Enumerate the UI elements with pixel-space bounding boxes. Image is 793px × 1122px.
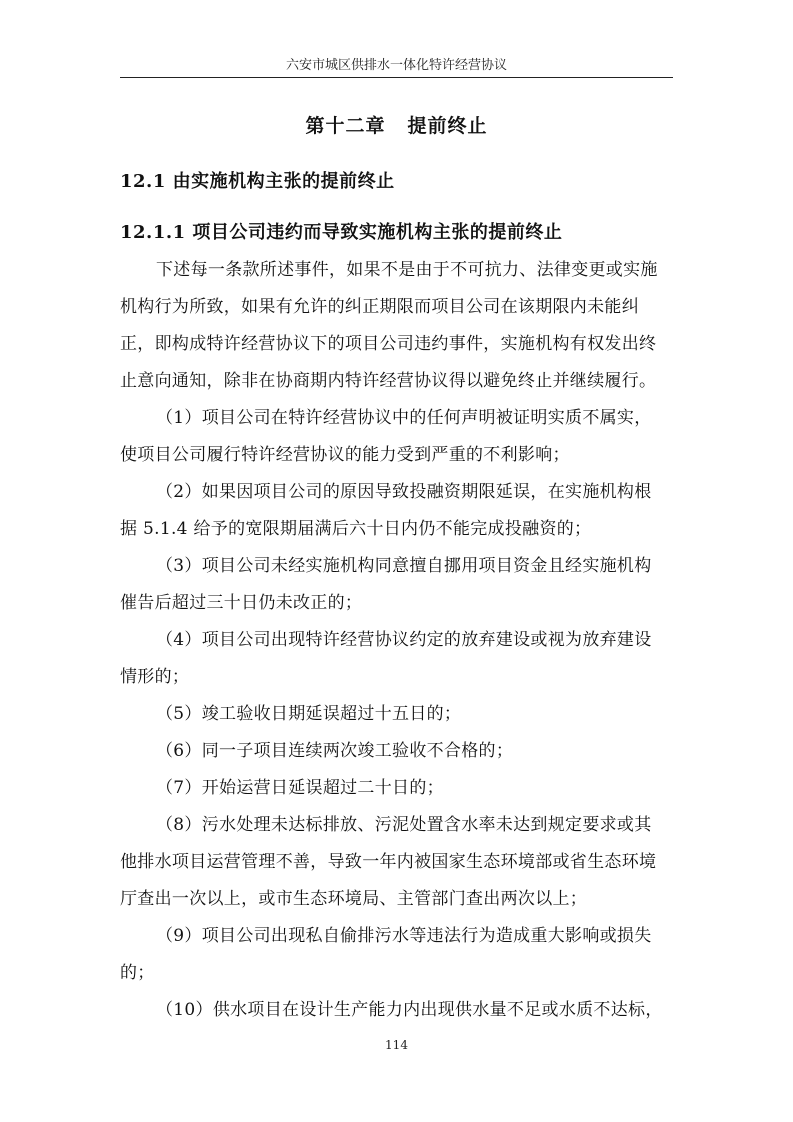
text-line: （10）供水项目在设计生产能力内出现供水量不足或水质不达标，: [156, 1000, 663, 1020]
item-10: [120, 992, 673, 1029]
text-line: （1）项目公司在特许经营协议中的任何声明被证明实质不属实，: [156, 408, 652, 428]
section-heading-12-1-1: 12.1.1 项目公司违约而导致实施机构主张的提前终止: [120, 222, 563, 243]
item-2: [120, 474, 673, 548]
item-9: [120, 918, 673, 992]
text-line: （9）项目公司出现私自偷排污水等违法行为造成重大影响或损失: [156, 926, 652, 946]
item-5: [120, 696, 673, 733]
header-rule: [120, 77, 673, 78]
text-line: 据 5.1.4 给予的宽限期届满后六十日内仍不能完成投融资的；: [120, 519, 592, 539]
text-line: 正，即构成特许经营协议下的项目公司违约事件，实施机构有权发出终: [120, 334, 657, 354]
item-6: [120, 733, 673, 770]
text-line: 下述每一条款所述事件，如果不是由于不可抗力、法律变更或实施: [156, 260, 658, 280]
running-header: 六安市城区供排水一体化特许经营协议: [285, 58, 507, 73]
text-line: 机构行为所致，如果有允许的纠正期限而项目公司在该期限内未能纠: [120, 297, 639, 317]
text-line: （2）如果因项目公司的原因导致投融资期限延误，在实施机构根: [156, 482, 652, 502]
chapter-title: 提前终止: [407, 115, 488, 137]
text-line: （3）项目公司未经实施机构同意擅自挪用项目资金且经实施机构: [156, 556, 652, 576]
text-line: 厅查出一次以上，或市生态环境局、主管部门查出两次以上；: [120, 889, 588, 909]
item-8: [120, 807, 673, 918]
chapter-number: 第十二章: [305, 115, 386, 137]
text-line: 情形的；: [120, 667, 190, 687]
text-line: 使项目公司履行特许经营协议的能力受到严重的不利影响；: [120, 445, 570, 465]
text-line: （7）开始运营日延误超过二十日的；: [156, 778, 444, 798]
item-3: [120, 548, 673, 622]
text-line: （5）竣工验收日期延误超过十五日的；: [156, 704, 462, 724]
text-line: （4）项目公司出现特许经营协议约定的放弃建设或视为放弃建设: [156, 630, 652, 650]
text-line: 的；: [120, 963, 155, 983]
text-line: （8）污水处理未达标排放、污泥处置含水率未达到规定要求或其: [156, 815, 652, 835]
text-line: 他排水项目运营管理不善，导致一年内被国家生态环境部或省生态环境: [120, 852, 657, 872]
text-line: 催告后超过三十日仍未改正的；: [120, 593, 363, 613]
item-1: [120, 400, 673, 474]
text-line: 止意向通知，除非在协商期内特许经营协议得以避免终止并继续履行。: [120, 371, 657, 391]
section-heading-12-1: 12.1 由实施机构主张的提前终止: [120, 171, 395, 192]
item-7: [120, 770, 673, 807]
chapter-heading: [120, 114, 673, 138]
intro-paragraph: [120, 252, 673, 400]
text-line: （6）同一子项目连续两次竣工验收不合格的；: [156, 741, 514, 761]
item-4: [120, 622, 673, 696]
page-number: 114: [385, 1038, 408, 1052]
